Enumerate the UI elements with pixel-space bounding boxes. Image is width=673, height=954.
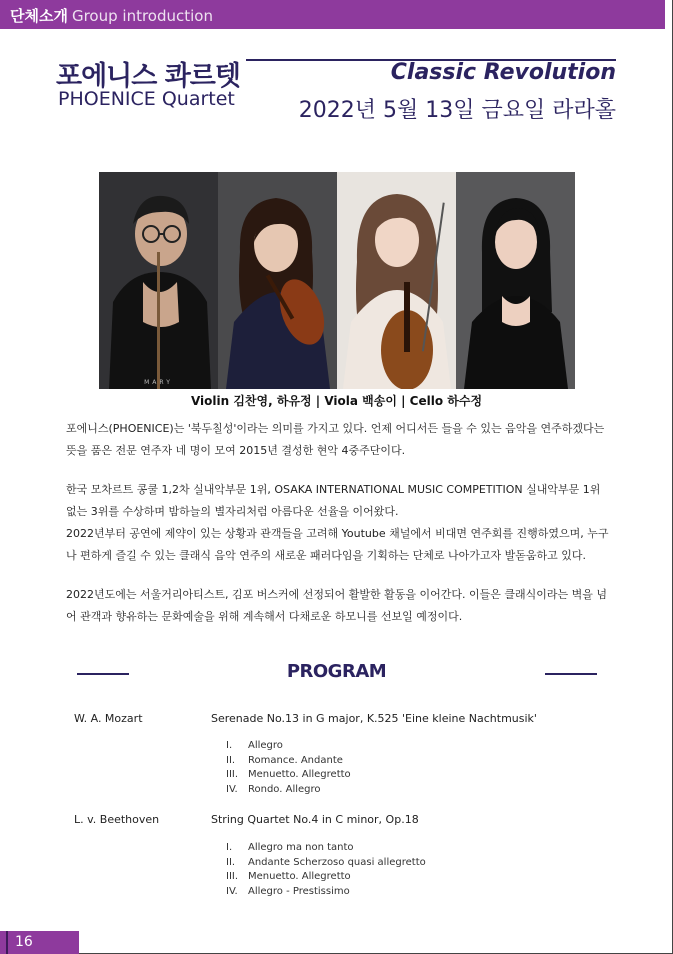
- section-header-band: [0, 0, 665, 29]
- intro-paragraph: 한국 모차르트 콩쿨 1,2차 실내악부문 1위, OSAKA INTERNATIONAL MUSIC COMPETITION 실내악부문 1위없는 3위를 수상하며 밤하늘의 별자리처럼 아름다운 선율을 이어왔다.: [66, 483, 601, 518]
- group-name-korean: 포에니스 콰르텟: [56, 61, 240, 92]
- movement-item: III. Menuetto. Allegretto: [226, 871, 351, 883]
- page-number-edge: [6, 931, 8, 954]
- group-introduction-text: [66, 418, 610, 645]
- section-label: [10, 5, 213, 26]
- section-title-en: Group introduction: [71, 7, 213, 25]
- violinist-photo-2: [456, 172, 575, 389]
- movement-item: IV. Rondo. Allegro: [226, 784, 321, 796]
- movement-item: III. Menuetto. Allegretto: [226, 769, 351, 781]
- member-photos: [99, 172, 575, 389]
- section-title-ko: 단체소개: [10, 7, 68, 25]
- group-name-english: PHOENICE Quartet: [58, 88, 235, 110]
- movement-item: II. Andante Scherzoso quasi allegretto: [226, 856, 426, 868]
- svg-text:MARY: MARY: [144, 379, 173, 386]
- violinist-photo-1: [218, 172, 337, 389]
- movement-item: I. Allegro: [226, 740, 283, 751]
- cellist-photo: [99, 172, 218, 389]
- program-heading: PROGRAM: [286, 661, 387, 682]
- movement-item: IV. Allegro - Prestissimo: [226, 886, 350, 898]
- page-number-tab: [0, 931, 79, 954]
- program-rule-right: [545, 673, 597, 675]
- movement-item: II. Romance. Andante: [226, 754, 343, 766]
- members-caption: Violin 김찬영, 하유정 | Viola 백송이 | Cello 하수정: [190, 394, 483, 408]
- violist-photo: [337, 172, 456, 389]
- intro-paragraph: 2022년부터 공연에 제약이 있는 상황과 관객들을 고려해 Youtube 채널에서 비대면 연주회를 진행하였으며, 누구나 편하게 즐길 수 있는 클래식 음악 연주의 새로운 패러다임을 기획하는 단체로 나아가고자 발돋움하고 있다.: [66, 527, 609, 562]
- composer-name: L. v. Beethoven: [74, 813, 160, 826]
- event-date-venue: 2022년 5월 13일 금요일 라라홀: [298, 98, 616, 123]
- movement-item: I. Allegro ma non tanto: [226, 842, 354, 853]
- composer-name: W. A. Mozart: [74, 712, 143, 725]
- movement-list: [226, 740, 351, 799]
- page-number: 16: [15, 934, 33, 950]
- cellist-portrait-image: [99, 172, 218, 389]
- intro-paragraph: 포에니스(PHOENICE)는 '북두칠성'이라는 의미를 가지고 있다. 언제 어디서든 들을 수 있는 음악을 연주하겠다는 뜻을 품은 전문 연주자 네 명이 모여 2015년 결성한 현악 4중주단이다.: [66, 422, 605, 457]
- movement-list: [226, 842, 426, 901]
- work-title: Serenade No.13 in G major, K.525 'Eine kleine Nachtmusik': [211, 712, 537, 725]
- intro-paragraph: 2022년도에는 서울거리아티스트, 김포 버스커에 선정되어 활발한 활동을 이어간다. 이들은 클래식이라는 벽을 넘어 관객과 향유하는 문화예술을 위해 계속해서 다채로운 하모니를 선보일 예정이다.: [66, 588, 607, 623]
- violist-portrait-image: [337, 172, 456, 389]
- work-title: String Quartet No.4 in C minor, Op.18: [211, 813, 419, 826]
- violinist-portrait-image-1: [218, 172, 337, 389]
- violinist-portrait-image-2: [456, 172, 575, 389]
- event-title: Classic Revolution: [390, 60, 616, 85]
